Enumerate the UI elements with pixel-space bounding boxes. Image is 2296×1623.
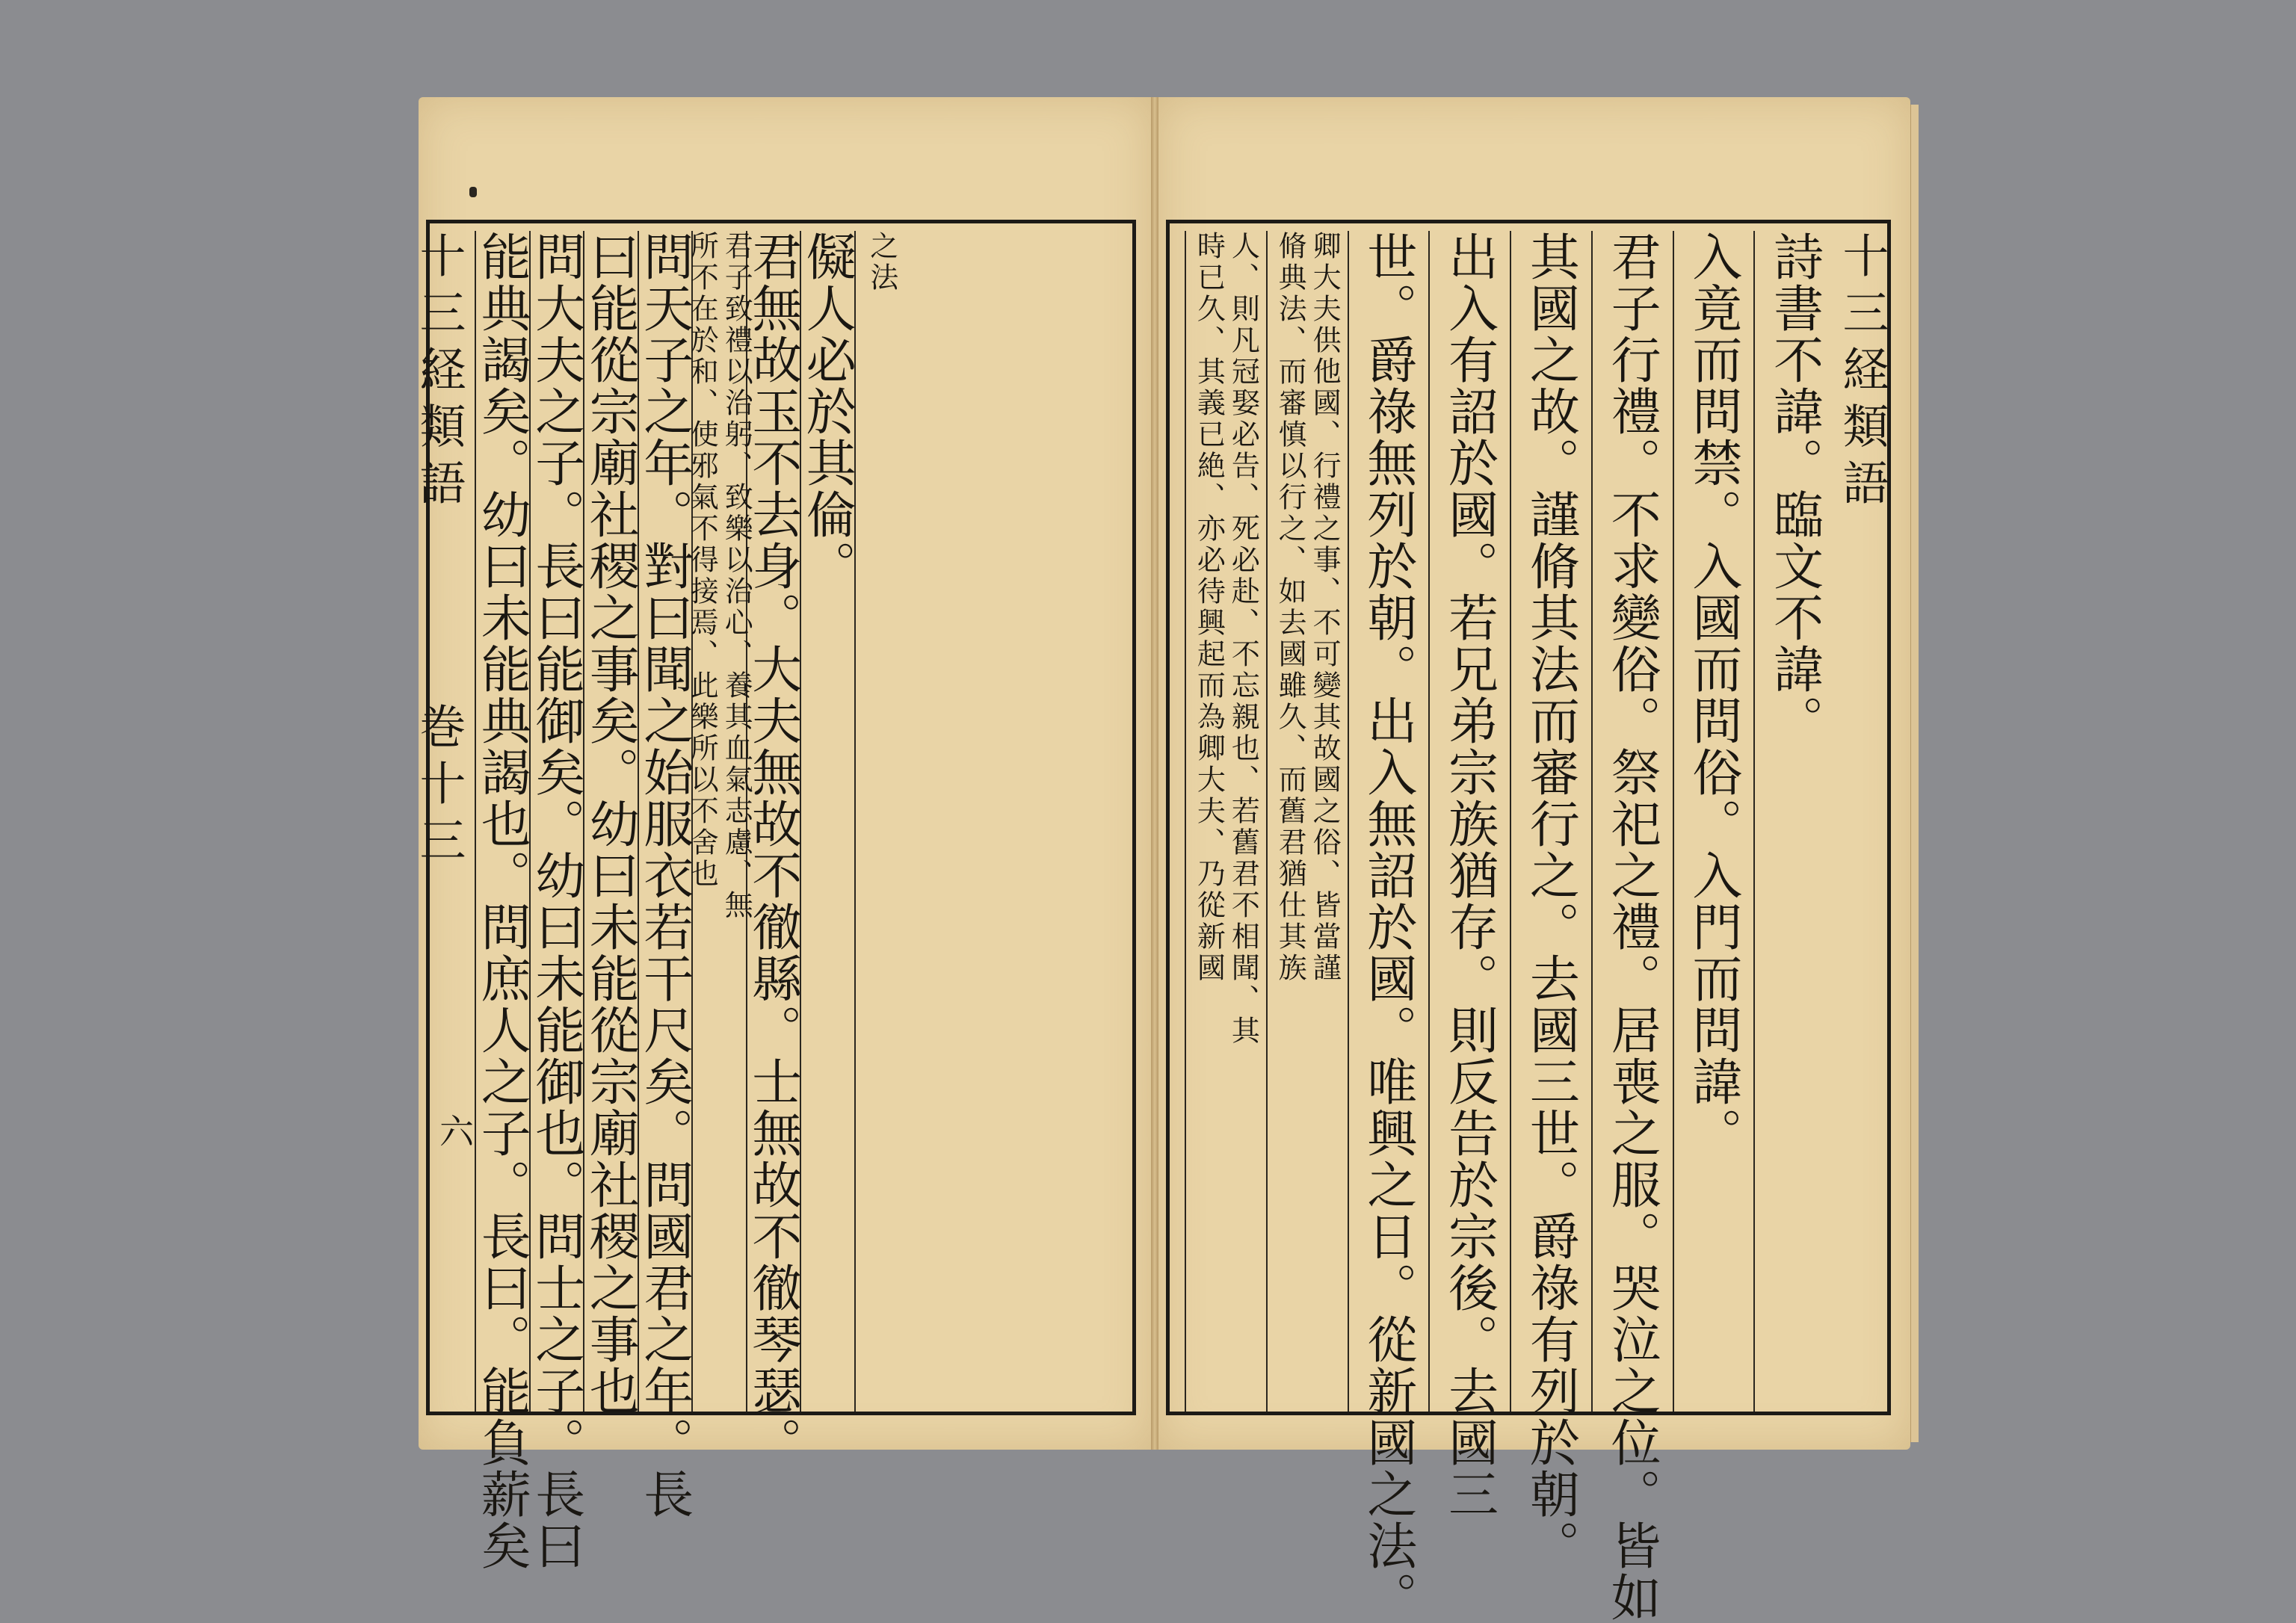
- book-gutter: [1151, 97, 1158, 1450]
- left_page-column: [581, 231, 641, 1417]
- left_page-column: [685, 231, 753, 1412]
- ink-dot: [469, 187, 477, 197]
- right_page-column: [1348, 231, 1429, 1623]
- column-text: 之法: [865, 231, 898, 294]
- column-text: 入竟而問禁。入國而問俗。入門而問諱。: [1684, 231, 1743, 1159]
- annotation-text: 脩典法、而審慎以行之、如去國雖久、而舊君猶仕其族: [1274, 231, 1307, 984]
- annotation-pair: [1194, 231, 1258, 1412]
- column-text: 能典謁矣。幼曰未能典謁也。問庶人之子。長曰。能負薪矣: [473, 231, 532, 1571]
- right-page: [1158, 97, 1910, 1623]
- column-text: 出入有詔於國。若兄弟宗族猶存。則反告於宗後。去國三: [1440, 231, 1499, 1520]
- column-text: 君子行禮。不求變俗。祭祀之禮。居喪之服。哭泣之位。皆如: [1603, 231, 1662, 1623]
- left-margin-title: 十三経類語: [412, 232, 466, 516]
- left_page-column: [527, 231, 586, 1571]
- column-text: 詩書不諱。臨文不諱。: [1765, 231, 1824, 746]
- annotation-pair: [1274, 231, 1342, 1412]
- right_page-column: [1673, 231, 1754, 1412]
- open-book: [412, 97, 1910, 1623]
- left-page: [412, 97, 1151, 1571]
- column-text: 問天子之年。對曰聞之始服衣若干尺矣。問國君之年。長: [635, 231, 694, 1520]
- right_page-column: [1266, 231, 1348, 1412]
- right-text-frame: [1166, 220, 1891, 1623]
- right_page-column: [1753, 231, 1835, 1412]
- column-text: 儗人必於其倫。: [798, 231, 857, 592]
- left_page-column: [473, 231, 532, 1571]
- column-text: 君無故玉不去身。大夫無故不徹縣。士無故不徹琴瑟。: [744, 231, 803, 1468]
- left-page-number: 六: [434, 1113, 475, 1148]
- left_page-column: [744, 231, 803, 1468]
- left-text-frame: [426, 220, 1136, 1571]
- annotation-text: 卿大夫供他國、行禮之事、不可變其故國之俗、皆當謹: [1308, 231, 1342, 984]
- page-edge: [1910, 105, 1919, 1442]
- right_page-column: [1591, 231, 1673, 1623]
- annotation-pair: [687, 231, 751, 1412]
- right_page-column: [1185, 231, 1266, 1412]
- right_page-column: [1428, 231, 1510, 1520]
- annotation-text: 所不在於和、使邪氣不得接焉、此樂所以不舍也: [685, 231, 719, 890]
- left_page-column: [798, 231, 857, 1412]
- left_page-column: [635, 231, 694, 1520]
- left_page-column: [854, 231, 909, 1412]
- column-text: 問大夫之子。長曰能御矣。幼曰未能御也。問士之子。長曰: [527, 231, 586, 1571]
- annotation-text: 君子致禮以治躬、致樂以治心、養其血氣志慮、無: [720, 231, 753, 921]
- annotation-text: 人、則凡冠娶必告、死必赴、不忘親也、若舊君不相聞、其: [1226, 231, 1260, 1047]
- annotation-text: 時已久、其義已絶、亦必待興起而為卿大夫、乃從新國: [1192, 231, 1226, 984]
- right_page-column: [1510, 231, 1591, 1571]
- right-margin-title: 十三経類語: [1835, 232, 1889, 516]
- column-text: 其國之故。謹脩其法而審行之。去國三世。爵祿有列於朝。: [1522, 231, 1581, 1571]
- column-text: 世。爵祿無列於朝。出入無詔於國。唯興之日。從新國之法。: [1359, 231, 1418, 1623]
- column-text: 曰能從宗廟社稷之事矣。幼曰未能從宗廟社稷之事也: [581, 231, 641, 1417]
- left-margin-volume: 巻十三: [412, 702, 466, 873]
